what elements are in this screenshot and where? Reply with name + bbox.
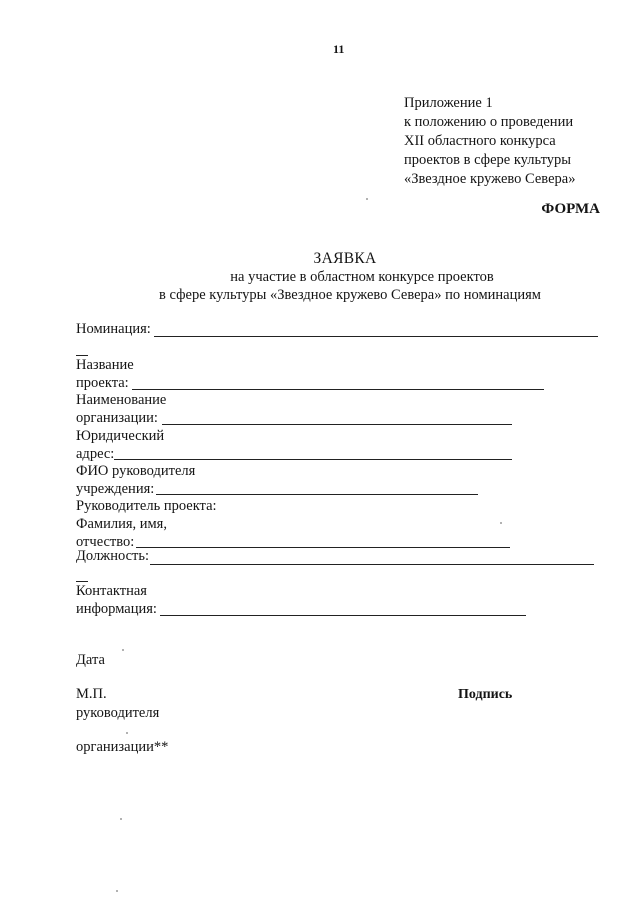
scan-speck <box>366 198 368 200</box>
institution-head-line[interactable] <box>156 494 478 495</box>
application-heading <box>0 250 640 304</box>
appendix-line: к положению о проведении <box>404 114 574 130</box>
full-name-line[interactable] <box>136 547 510 548</box>
appendix-line: Приложение 1 <box>404 95 493 111</box>
organization-name-label: Наименование <box>76 392 167 408</box>
scan-speck <box>126 732 128 734</box>
page-number: 11 <box>333 42 345 56</box>
scan-speck <box>122 649 124 651</box>
document-subtitle: в сфере культуры «Звездное кружево Севера» по номинациям <box>159 287 541 303</box>
contact-info-line[interactable] <box>160 615 526 616</box>
institution-head-label: учреждения: <box>76 481 155 497</box>
position-line[interactable] <box>150 564 594 565</box>
stamp-label: М.П. <box>76 686 107 702</box>
contact-info-label: информация: <box>76 601 157 617</box>
full-name-label: отчество: <box>76 534 135 550</box>
scan-speck <box>116 890 118 892</box>
head-label: руководителя <box>76 705 160 721</box>
legal-address-label: Юридический <box>76 428 165 444</box>
project-name-line[interactable] <box>132 389 544 390</box>
project-name-label: проекта: <box>76 375 129 391</box>
organization-name-line[interactable] <box>162 424 512 425</box>
organization-label: организации** <box>76 739 169 755</box>
full-name-label: Фамилия, имя, <box>76 516 167 532</box>
form-label: ФОРМА <box>541 201 600 217</box>
position-label: Должность: <box>76 548 149 564</box>
appendix-line: проектов в сфере культуры <box>404 152 571 168</box>
scan-speck <box>500 522 502 524</box>
document-title: ЗАЯВКА <box>313 250 377 267</box>
legal-address-line[interactable] <box>114 459 512 460</box>
project-name-label: Название <box>76 357 134 373</box>
scan-speck <box>120 818 122 820</box>
document-subtitle: на участие в областном конкурсе проектов <box>230 269 494 285</box>
appendix-line: «Звездное кружево Севера» <box>404 171 576 187</box>
project-lead-label: Руководитель проекта: <box>76 498 217 514</box>
date-label: Дата <box>76 652 105 668</box>
signature-label: Подпись <box>458 687 513 702</box>
nomination-line[interactable] <box>154 336 598 337</box>
legal-address-label: адрес: <box>76 446 115 462</box>
institution-head-label: ФИО руководителя <box>76 463 196 479</box>
contact-info-label: Контактная <box>76 583 147 599</box>
organization-name-label: организации: <box>76 410 158 426</box>
appendix-line: XII областного конкурса <box>404 133 556 149</box>
appendix-note <box>404 94 575 189</box>
nomination-label: Номинация: <box>76 321 151 337</box>
